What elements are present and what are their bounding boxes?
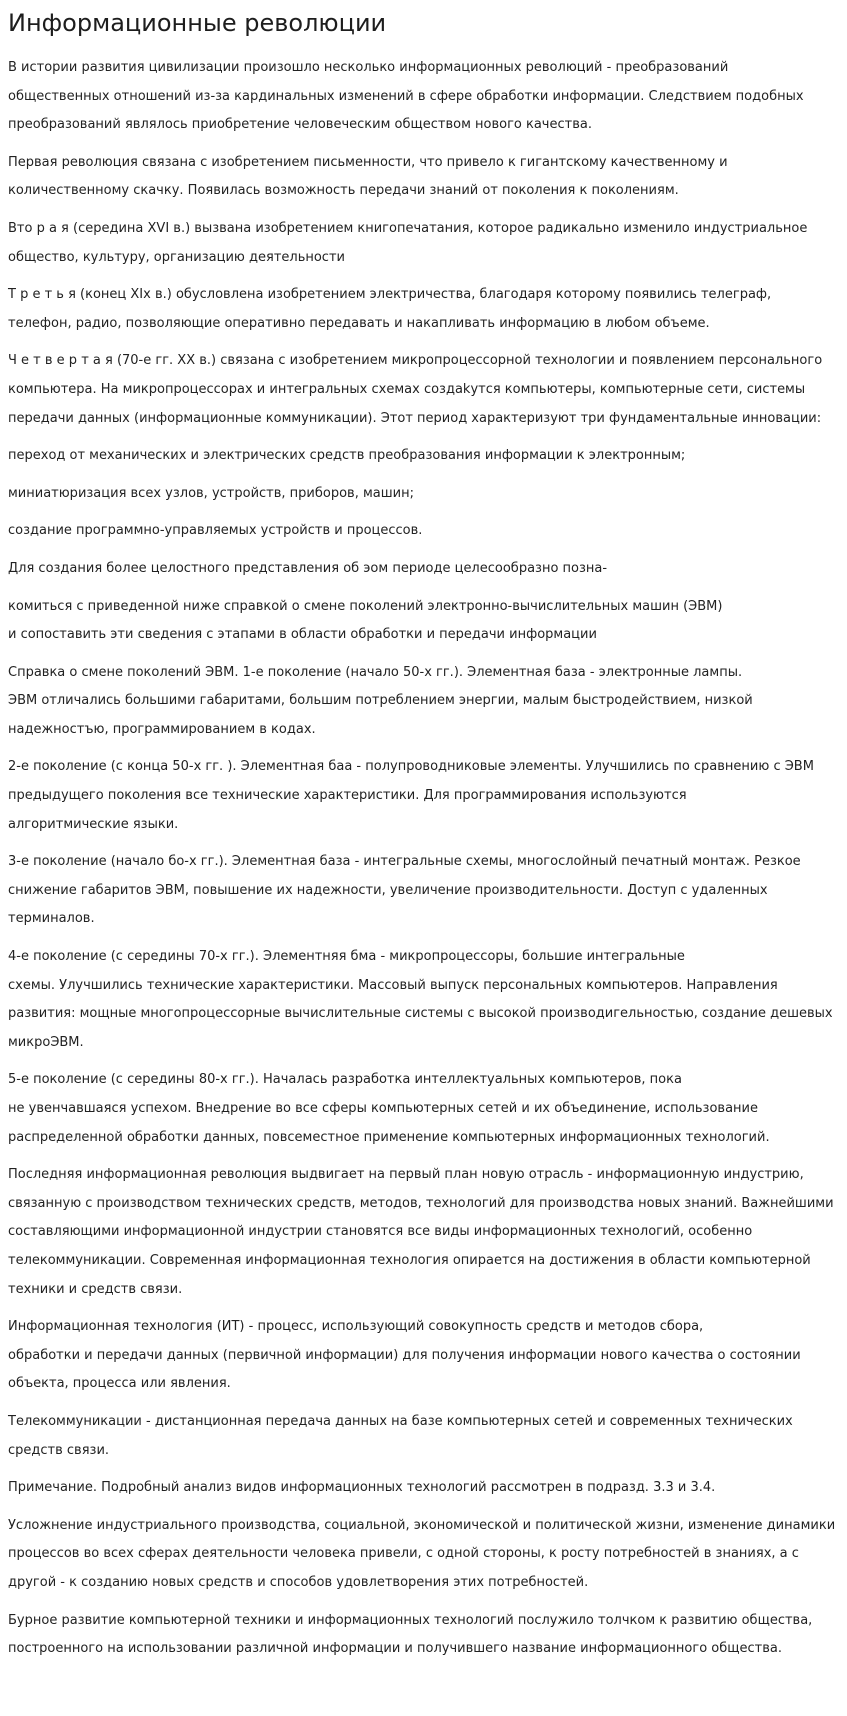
paragraph: Усложнение индустриального производства, социальной, экономической и политической жизни, изменение динамики процессов во всех сферах деятельности человека привели, с одной стороны, к росту потребностей в знаниях, а с другой - к созданию новых средств и способов удовлетворения этих потребностей. (8, 1517, 836, 1590)
paragraph: переход от механических и электрических средств преобразования информации к электронным; (8, 448, 686, 464)
paragraph: Телекоммуникации - дистанционная передача данных на базе компьютерных сетей и современных технических средств связи. (8, 1413, 793, 1458)
paragraph: Примечание. Подробный анализ видов информационных технологий рассмотрен в подразд. 3.3 и 3.4. (8, 1480, 716, 1496)
article-body (8, 54, 839, 1664)
paragraph: Последняя информационная революция выдвигает на первый план новую отрасль - информационную индустрию, связанную с производством технических средств, методов, технологий для производства новых знаний. Важнейшими составляющими информационной индустрии становятся все виды информационных технологий, особенно телекоммуникации. Современная информационная технология опирается на достижения в области компьютерной техники и средств связи. (8, 1167, 834, 1297)
paragraph: комиться с приведенной ниже справкой о смене поколений электронно-вычислительных машин (ЭВМ) и сопоставить эти сведения с этапами в области обработки и передачи информации (8, 598, 723, 643)
paragraph: Первая революция связана с изобретением письменности, что привело к гигантскому качественному и количественному скачку. Появилась возможность передачи знаний от поколения к поколениям. (8, 154, 728, 199)
paragraph: 3-е поколение (начало бо-х гг.). Элементная база - интегральные схемы, многослойный печатный монтаж. Резкое снижение габаритов ЭВМ, повышение их надежности, увеличение производительности. Доступ с удаленных терминалов. (8, 854, 801, 927)
paragraph: Справка о смене поколений ЭВМ. 1-е поколение (начало 50-х гг.). Элементная база - электронные лампы. ЭВМ отличались большими габаритами, большим потреблением энергии, малым быстродействием, низкой надежностъю, программированием в кодах. (8, 664, 753, 737)
paragraph: миниатюризация всех узлов, устройств, приборов, машин; (8, 485, 414, 501)
paragraph: Для создания более целостного представления об эом периоде целесообразно позна- (8, 560, 608, 576)
paragraph: 2-е поколение (с конца 50-х гг. ). Элементная баа - полупроводниковые элементы. Улучшились по сравнению с ЭВМ предыдущего поколения все технические характеристики. Для программирования используются алгоритмические языки. (8, 759, 814, 832)
paragraph: Вто р а я (середина XVI в.) вызвана изобретением книгопечатания, которое радикально изменило индустриальное общество, культуру, организацию деятельности (8, 220, 808, 265)
page-title: Информационные революции (8, 9, 387, 37)
paragraph: Ч е т в е р т а я (70-е гг. XX в.) связана с изобретением микропроцессорной технологии и появлением персонального компьютера. На микропроцессорах и интегральных схемах создаkутся компьютеры, компьютерные сети, системы передачи данных (информационные коммуникации). Этот период характеризуют три фундаментальные инновации: (8, 353, 823, 426)
paragraph: создание программно-управляемых устройств и процессов. (8, 523, 423, 539)
paragraph: Информационная технология (ИТ) - процесс, использующий совокупность средств и методов сбора, обработки и передачи данных (первичной информации) для получения информации нового качества о состоянии объекта, процесса или явления. (8, 1319, 801, 1392)
paragraph: 5-е поколение (с середины 80-х гг.). Началась разработка интеллектуальных компьютеров, пока не увенчавшаяся успехом. Внедрение во все сферы компьютерных сетей и их объединение, использование распределенной обработки данных, повсеместное применение компьютерных информационных технологий. (8, 1072, 770, 1145)
paragraph: В истории развития цивилизации произошло несколько информационных революций - преобразований общественных отношений из-за кардинальных изменений в сфере обработки информации. Следствием подобных преобразований являлось приобретение человеческим обществом нового качества. (8, 60, 804, 133)
paragraph: Бурное развитие компьютерной техники и информационных технологий послужило толчком к развитию общества, построенного на использовании различной информации и получившего название информационного общества. (8, 1612, 813, 1657)
paragraph: Т р е т ь я (конец XIx в.) обусловлена изобретением электричества, благодаря которому появились телеграф, телефон, радио, позволяющие оперативно передавать и накапливать информацию в любом объеме. (8, 287, 772, 331)
paragraph: 4-е поколение (с середины 70-х гг.). Элементняя бма - микропроцессоры, большие интегральные схемы. Улучшились технические характеристики. Массовый выпуск персональных компьютеров. Направления развития: мощные многопроцессорные вычислительные системы с высокой производигельностью, создание дешевых микроЭВМ. (8, 949, 833, 1050)
